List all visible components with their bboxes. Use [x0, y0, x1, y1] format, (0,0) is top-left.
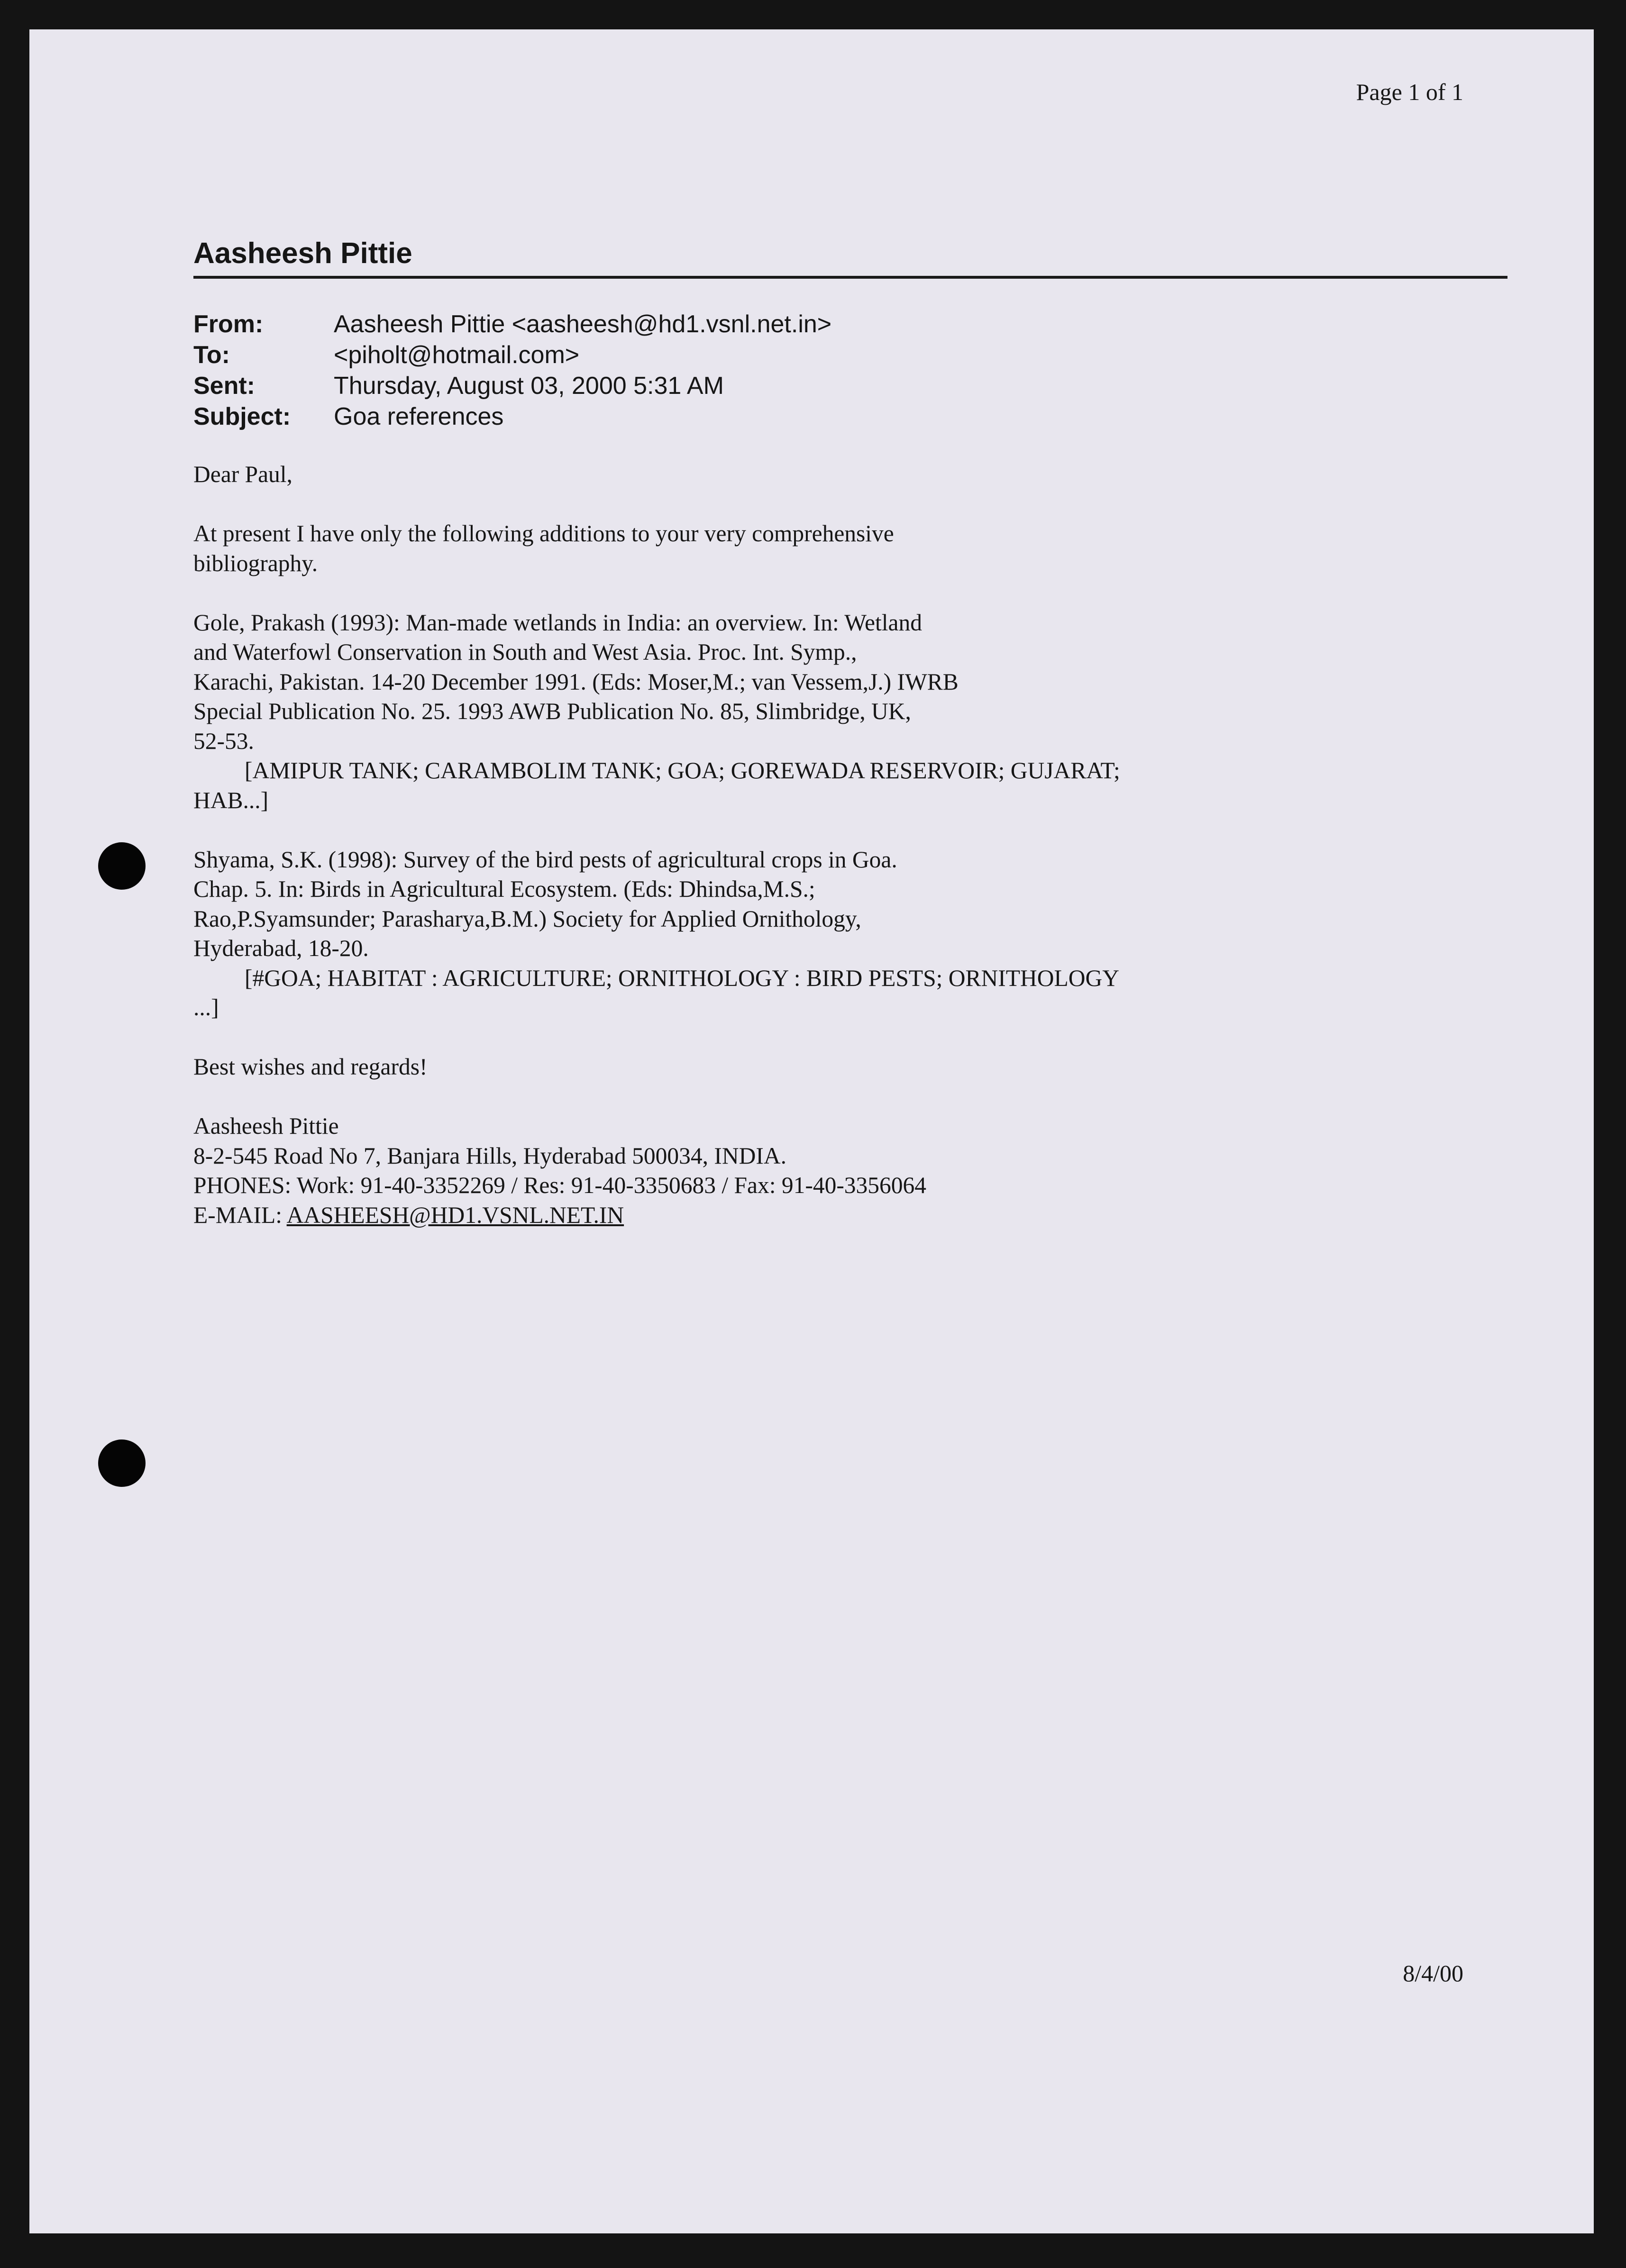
header-value: Goa references — [334, 403, 504, 430]
reference-keywords: [AMIPUR TANK; CARAMBOLIM TANK; GOA; GOREWADA RESERVOIR; GUJARAT; — [245, 757, 1120, 783]
email-link[interactable]: AASHEESH@HD1.VSNL.NET.IN — [286, 1202, 624, 1228]
email-headers — [193, 309, 831, 432]
header-value: <piholt@hotmail.com> — [334, 341, 580, 369]
header-to — [193, 340, 831, 371]
reference-entry — [193, 608, 1379, 816]
header-value: Aasheesh Pittie <aasheesh@hd1.vsnl.net.in> — [334, 310, 832, 338]
header-sent — [193, 371, 831, 401]
greeting: Dear Paul, — [193, 461, 292, 487]
reference-line: Gole, Prakash (1993): Man-made wetlands in India: an overview. In: Wetland — [193, 609, 922, 636]
signature-name: Aasheesh Pittie — [193, 1113, 339, 1139]
closing: Best wishes and regards! — [193, 1054, 428, 1080]
email-label: E-MAIL: — [193, 1202, 287, 1228]
header-label: From: — [193, 310, 264, 338]
reference-line: 52-53. — [193, 728, 254, 754]
reference-line: Hyderabad, 18-20. — [193, 935, 369, 961]
footer-date: 8/4/00 — [1403, 1960, 1463, 1986]
reference-line: Special Publication No. 25. 1993 AWB Publication No. 85, Slimbridge, UK, — [193, 698, 911, 724]
header-from — [193, 309, 831, 340]
reference-keywords-tail: HAB...] — [193, 787, 269, 813]
reference-line: Karachi, Pakistan. 14-20 December 1991. (Eds: Moser,M.; van Vessem,J.) IWRB — [193, 668, 959, 695]
header-label: Sent: — [193, 372, 255, 400]
header-subject — [193, 401, 831, 432]
punch-hole — [98, 842, 146, 890]
signature-phones: PHONES: Work: 91-40-3352269 / Res: 91-40-3350683 / Fax: 91-40-3356064 — [193, 1172, 927, 1198]
page-number: Page 1 of 1 — [1356, 79, 1463, 105]
email-body — [193, 460, 1379, 1230]
intro-line: bibliography. — [193, 550, 318, 576]
punch-hole — [98, 1439, 146, 1487]
reference-keywords-tail: ...] — [193, 994, 219, 1020]
reference-line: and Waterfowl Conservation in South and West Asia. Proc. Int. Symp., — [193, 639, 857, 665]
title-divider — [193, 276, 1507, 279]
header-label: Subject: — [193, 403, 291, 430]
reference-entry — [193, 845, 1379, 1023]
reference-keywords: [#GOA; HABITAT : AGRICULTURE; ORNITHOLOGY : BIRD PESTS; ORNITHOLOGY — [245, 965, 1119, 991]
reference-line: Rao,P.Syamsunder; Parasharya,B.M.) Society for Applied Ornithology, — [193, 905, 861, 932]
header-label: To: — [193, 341, 230, 369]
document-page — [29, 29, 1594, 2233]
sender-title: Aasheesh Pittie — [193, 237, 412, 270]
header-value: Thursday, August 03, 2000 5:31 AM — [334, 372, 724, 400]
signature-address: 8-2-545 Road No 7, Banjara Hills, Hyderabad 500034, INDIA. — [193, 1142, 786, 1169]
reference-line: Shyama, S.K. (1998): Survey of the bird pests of agricultural crops in Goa. — [193, 846, 897, 873]
intro-line: At present I have only the following additions to your very comprehensive — [193, 520, 894, 547]
signature-email-row — [193, 1201, 1379, 1230]
reference-line: Chap. 5. In: Birds in Agricultural Ecosystem. (Eds: Dhindsa,M.S.; — [193, 876, 815, 902]
